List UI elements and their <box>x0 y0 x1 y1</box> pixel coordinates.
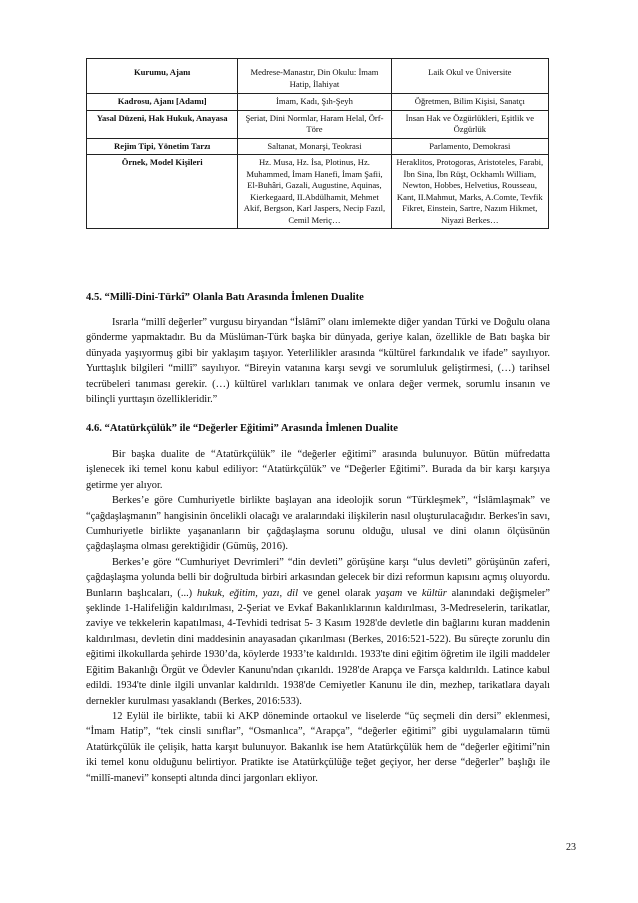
table-row <box>87 155 549 229</box>
italic-text: hukuk, eğitim, yazı, dil <box>197 587 298 599</box>
table-cell: Öğretmen, Bilim Kişisi, Sanatçı <box>391 94 548 111</box>
italic-text: yaşam <box>375 587 403 599</box>
table-cell: Şeriat, Dini Normlar, Haram Helal, Örf-Töre <box>238 110 391 138</box>
body-paragraph: 12 Eylül ile birlikte, tabii ki AKP döneminde ortaokul ve liselerde “üç seçmeli din dersi” eklenmesi, “İmam Hatip”, “tek cinsli sınıflar”, “Osmanlıca”, “Arapça”, “değerler eğitimi” gibi uygulamaların tümü Atatürkçülük ile çelişik, hatta karşıt bulunuyor. Bakanlık ise hem Atatürkçülük hem de “değerler eğitimi”nin iki temel konu olduğunu belirtiyor. Pratikte ise Atatürkçülüğe teğet geçiyor, her derse “değerler” başlığı ile “millî-manevi” konsepti altında dinci jargonları ekliyor. <box>86 710 550 784</box>
paragraph-text: Berkes’e göre “Cumhuriyet Devrimleri” “din devleti” görüşüne karşı “ulus devleti” görüşünün zaferi, çağdaşlaşma yolunda belli bir doğrultuda birbiri arkasından gelecek bir dizi reformun kapısını açmış oluyordu. Bunların başlıcaları, (...) <box>86 556 550 599</box>
page-number: 23 <box>566 842 576 853</box>
table-cell: Hz. Musa, Hz. İsa, Plotinus, Hz. Muhammed, İmam Hanefi, İmam Şafii, El-Buhâri, Gazali, Augustine, Aquinas, Kierkegaard, II.Abdülhamit, Mehmet Akif, Bergson, Karl Jaspers, Necip Fazıl, Cemil Meriç… <box>238 155 391 229</box>
table-cell: Parlamento, Demokrasi <box>391 138 548 155</box>
table-cell: İnsan Hak ve Özgürlükleri, Eşitlik ve Özgürlük <box>391 110 548 138</box>
table-row-label: Örnek, Model Kişileri <box>87 155 238 229</box>
paragraph-text: ve genel olarak <box>302 587 371 599</box>
body-paragraph: Bir başka dualite de “Atatürkçülük” ile “değerler eğitimi” arasında bulunuyor. Bütün müfredatta işlenecek iki temel konu kabul ediliyor: “Atatürkçülük” ve “Değerler Eğitimi”. Burada da bir karşı karşıya getirme yer alıyor. <box>86 449 550 491</box>
table-cell: Saltanat, Monarşi, Teokrasi <box>238 138 391 155</box>
paragraph-text: alanındaki değişmeler” şeklinde 1-Halifeliğin kaldırılması, 2-Şeriat ve Evkaf Bakanlıklarının kaldırılması, 3-Medreselerin, tarikatlar, zaviye ve tekkelerin kapatılması, 4-Tevhidi tedrisat 5- 3 Kasım 1928'de devletle din bağlarını kuran maddenin kaldırılması, devletin dini maddesinin anayasadan çıkarılması (Berkes, 2016:521-522). Bu süreçte zorunlu din eğitimi ilkokullarda şehirde 1930’da, köylerde 1933’te kaldırıldı. 1933'te dini eğitim öğretim ile ilgili maddeler Eğitim Bakanlığı Örgüt ve Ödevler Kanunu'ndan çıkarıldı. 1928'de Arapça ve Farsça kaldırıldı. Latince kabul edildi. 1934'te dinle ilgili unvanlar kaldırıldı. 1938'de Cemiyetler Kanunu ile din, mezhep, tarikatlara dayalı dernekler kurulması yasaklandı (Berkes, 2016:533). <box>86 587 550 707</box>
italic-text: kültür <box>421 587 447 599</box>
table-row <box>87 110 549 138</box>
table-row-label: Kadrosu, Ajanı [Adamı] <box>87 94 238 111</box>
table-header-row <box>87 59 549 94</box>
table-header-cell: Laik Okul ve Üniversite <box>391 59 548 94</box>
comparison-table <box>86 58 549 229</box>
table-cell: Heraklitos, Protogoras, Aristoteles, Farabi, İbn Sina, İbn Rüşt, Ockhamlı William, Newton, Hobbes, Helvetius, Rousseau, Kant, II.Mahmut, Marks, A.Comte, Tevfik Fikret, Einstein, Sartre, Nazım Hikmet, Niyazi Berkes… <box>391 155 548 229</box>
body-paragraph: Israrla “millî değerler” vurgusu biryandan “İslâmî” olanı imlemekte diğer yandan Türki ve Doğulu olana gönderme yapmaktadır. Bu da Müslüman-Türk başka bir dünyada, geriye kalan, özellikle de Batı başka bir dünyada yaşıyormuş gibi bir yaklaşım taşıyor. Yeterlilikler arasında “kültürel farkındalık ve ifade” sayılıyor. Yurttaşlık bilgileri “millî” sayılıyor. “Bireyin vatanına karşı sevgi ve sorumluluk geliştirmesi, (…) tarihsel tecrübeleri tanıması gerekir. (…) kültürel varlıkları tanımak ve onlara değer vermek, sorumlu insanın ve bilinçli yurttaşın özellikleridir.” <box>86 317 550 406</box>
table-header-cell: Medrese-Manastır, Din Okulu: İmam Hatip, İlahiyat <box>238 59 391 94</box>
table-row <box>87 138 549 155</box>
section-4-5 <box>86 291 550 407</box>
section-heading: 4.5. “Millî-Dini-Türkî” Olanla Batı Arasında İmlenen Dualite <box>86 292 364 303</box>
section-heading: 4.6. “Atatürkçülük” ile “Değerler Eğitimi” Arasında İmlenen Dualite <box>86 423 399 434</box>
table-row-label: Yasal Düzeni, Hak Hukuk, Anayasa <box>87 110 238 138</box>
table-row-label: Rejim Tipi, Yönetim Tarzı <box>87 138 238 155</box>
body-paragraph: Berkes’e göre Cumhuriyetle birlikte başlayan ana ideolojik sorun “Türkleşmek”, “İslâmlaşmak” ve “çağdaşlaşmanın” hangisinin öncelikli olacağı ve aralarındaki ilişkilerin nasıl oluşturulacağıdır. Berkes'in savı, Cumhuriyetle birlikte yaşananların bir çağdaşlaşma sorunu olduğu, ulusal ve dini olanın ölçüsünün çağdaşlaşma olması gerektiğidir (Gümüş, 2016). <box>86 495 550 553</box>
body-paragraph <box>86 555 550 709</box>
paragraph-text: ve <box>407 587 418 599</box>
table-cell: İmam, Kadı, Şıh-Şeyh <box>238 94 391 111</box>
table-header-cell: Kurumu, Ajanı <box>87 59 238 94</box>
section-4-6 <box>86 422 550 786</box>
table-row <box>87 94 549 111</box>
